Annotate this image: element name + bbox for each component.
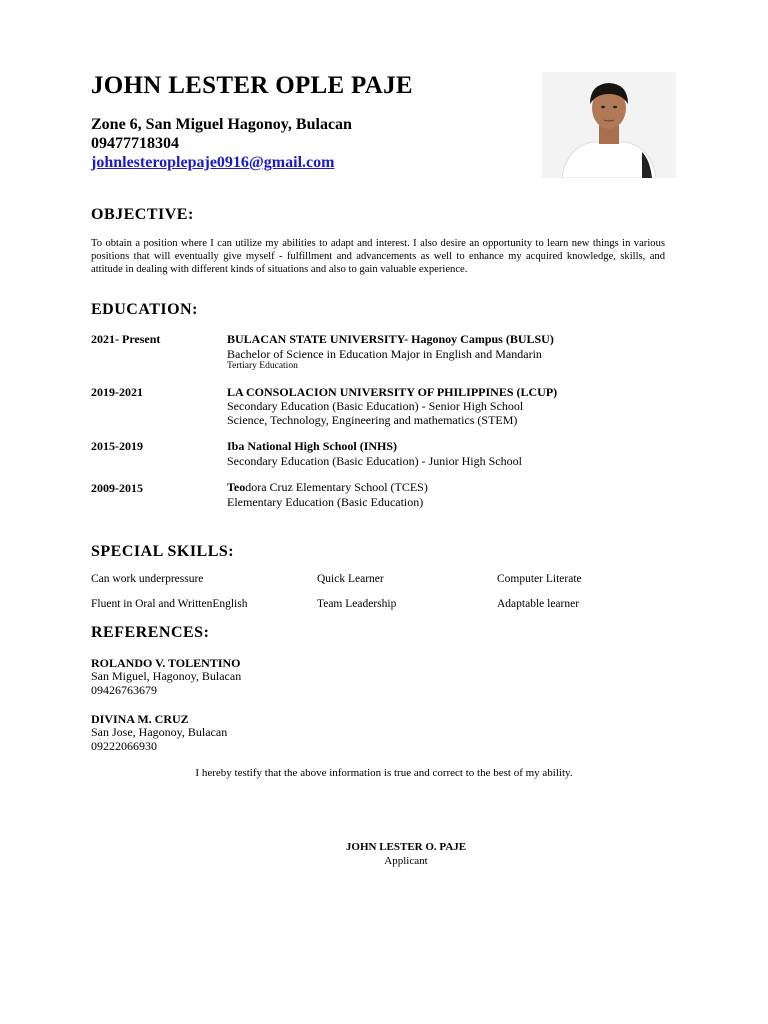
reference-phone: 09222066930 (91, 739, 157, 753)
signatory-role: Applicant (384, 855, 428, 867)
reference-name: DIVINA M. CRUZ (91, 712, 189, 726)
signatory-name: JOHN LESTER O. PAJE (345, 841, 467, 853)
education-school (227, 480, 428, 494)
references-heading: REFERENCES: (91, 624, 210, 641)
reference-address: San Miguel, Hagonoy, Bulacan (91, 669, 242, 683)
education-years: 2015-2019 (91, 439, 143, 453)
portrait-illustration (542, 72, 676, 178)
skill-item: Fluent in Oral and WrittenEnglish (91, 598, 248, 610)
skill-item: Can work underpressure (91, 573, 204, 585)
school-name-bold-part: Teo (227, 480, 246, 494)
education-level: Tertiary Education (227, 361, 298, 371)
objective-heading: OBJECTIVE: (91, 206, 194, 223)
objective-text: To obtain a position where I can utilize my abilities to adapt and interest. I also desire an opportunity to learn new things in various positions that will eventually give myself - fulfillment and advancements as well to enhance my acquired knowledge, skills, and attitude in dealing with different kinds of situations and also to gain valuable experience. (91, 238, 665, 275)
applicant-address: Zone 6, San Miguel Hagonoy, Bulacan (91, 116, 352, 133)
skill-item: Computer Literate (497, 573, 582, 585)
education-detail: Elementary Education (Basic Education) (227, 495, 424, 509)
education-years: 2021- Present (91, 332, 161, 346)
applicant-name: JOHN LESTER OPLE PAJE (91, 72, 413, 99)
skill-item: Team Leadership (317, 598, 397, 610)
education-detail: Bachelor of Science in Education Major in English and Mandarin (227, 347, 542, 361)
skill-item: Quick Learner (317, 573, 384, 585)
education-years: 2009-2015 (91, 481, 143, 495)
education-years: 2019-2021 (91, 385, 143, 399)
school-name-rest: dora Cruz Elementary School (TCES) (245, 480, 428, 494)
declaration-text: I hereby testify that the above information is true and correct to the best of my ability. (195, 767, 573, 779)
education-strand: Science, Technology, Engineering and mathematics (STEM) (227, 413, 518, 427)
education-school: LA CONSOLACION UNIVERSITY OF PHILIPPINES (LCUP) (227, 385, 558, 399)
applicant-photo (542, 72, 676, 178)
applicant-email-link[interactable]: johnlesteroplepaje0916@gmail.com (91, 154, 335, 171)
skill-item: Adaptable learner (497, 598, 580, 610)
reference-address: San Jose, Hagonoy, Bulacan (91, 725, 228, 739)
skills-heading: SPECIAL SKILLS: (91, 543, 235, 560)
education-detail: Secondary Education (Basic Education) - Senior High School (227, 399, 524, 413)
education-heading: EDUCATION: (91, 301, 198, 318)
reference-name: ROLANDO V. TOLENTINO (91, 656, 241, 670)
education-school: BULACAN STATE UNIVERSITY- Hagonoy Campus (BULSU) (227, 332, 554, 346)
applicant-phone: 09477718304 (91, 135, 179, 152)
education-detail: Secondary Education (Basic Education) - Junior High School (227, 454, 522, 468)
education-school: Iba National High School (INHS) (227, 439, 398, 453)
reference-phone: 09426763679 (91, 683, 157, 697)
